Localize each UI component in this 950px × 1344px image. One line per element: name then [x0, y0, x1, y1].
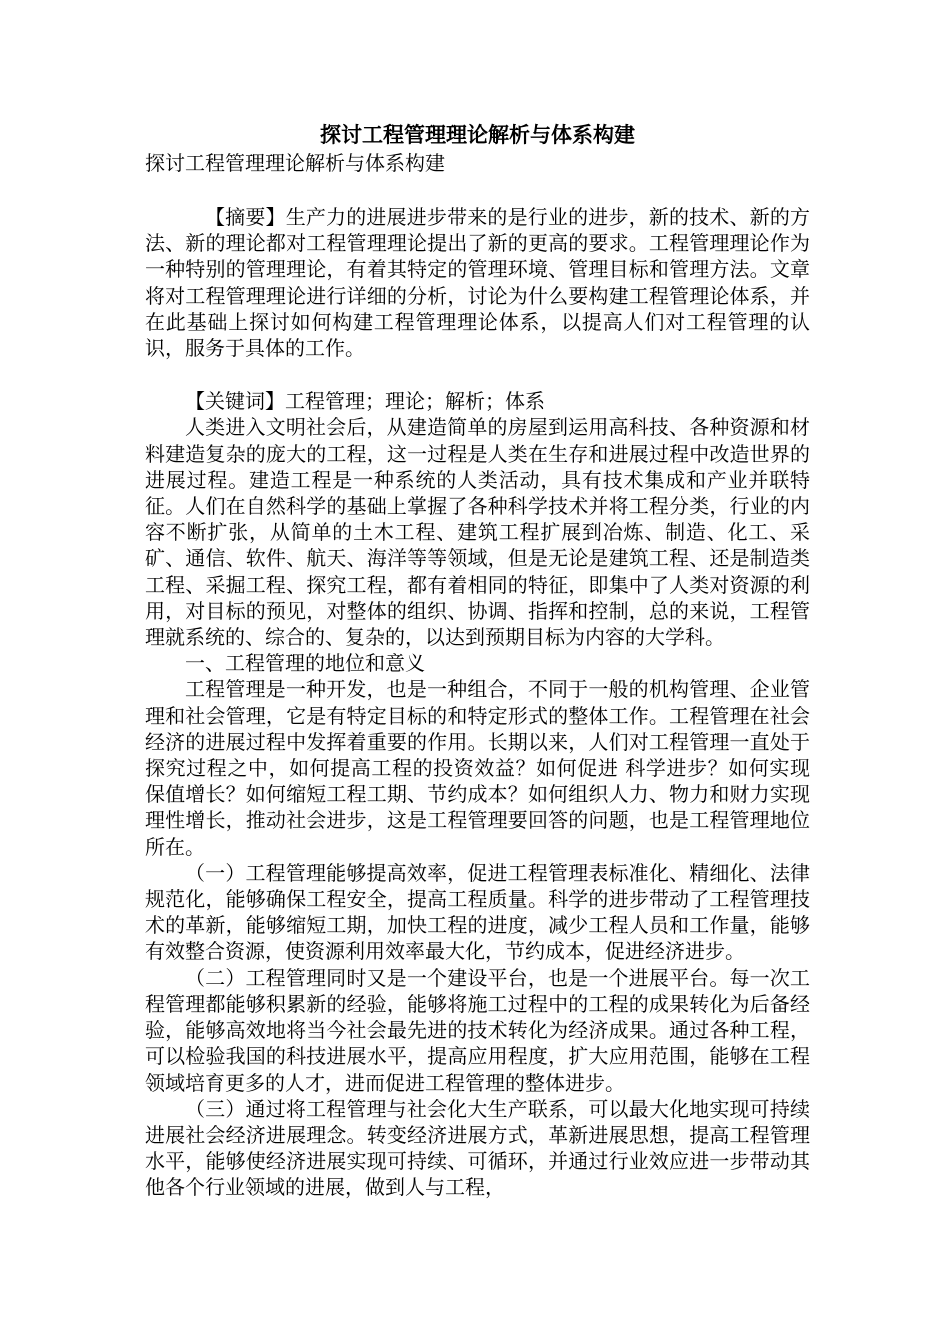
point-paragraph-3: （三）通过将工程管理与社会化大生产联系，可以最大化地实现可持续进展社会经济进展理念。转变经济进展方式，革新进展思想，提高工程管理水平，能够使经济进展实现可持续、可循环，并通过行业效应进一步带动其他各个行业领域的进展，做到人与工程， — [145, 1096, 810, 1200]
abstract-paragraph: 【摘要】生产力的进展进步带来的是行业的进步，新的技术、新的方法、新的理论都对工程管理理论提出了新的更高的要求。工程管理理论作为一种特别的管理理论，有着其特定的管理环境、管理目标和管理方法。文章将对工程管理理论进行详细的分析，讨论为什么要构建工程管理论体系，并在此基础上探讨如何构建工程管理理论体系，以提高人们对工程管理的认识，服务于具体的工作。 — [145, 205, 810, 361]
point-paragraph-2: （二）工程管理同时又是一个建设平台，也是一个进展平台。每一次工程管理都能够积累新的经验，能够将施工过程中的工程的成果转化为后备经验，能够高效地将当今社会最先进的技术转化为经济成果。通过各种工程，可以检验我国的科技进展水平，提高应用程度，扩大应用范围，能够在工程领域培育更多的人才，进而促进工程管理的整体进步。 — [145, 965, 810, 1095]
document-title: 探讨工程管理理论解析与体系构建 — [320, 122, 635, 147]
blank-line — [145, 361, 810, 388]
point-paragraph-1: （一）工程管理能够提高效率，促进工程管理表标准化、精细化、法律规范化，能够确保工程安全，提高工程质量。科学的进步带动了工程管理技术的革新，能够缩短工期，加快工程的进度，减少工程人员和工作量，能够有效整合资源，使资源利用效率最大化，节约成本，促进经济进步。 — [145, 860, 810, 964]
section-paragraph: 工程管理是一种开发，也是一种组合，不同于一般的机构管理、企业管理和社会管理，它是有特定目标的和特定形式的整体工作。工程管理在社会经济的进展过程中发挥着重要的作用。长期以来，人们对工程管理一直处于探究过程之中，如何提高工程的投资效益？如何促进 科学进步？如何实现保值增长？如何缩短工程工期、节约成本？如何组织人力、物力和财力实现理性增长，推动社会进步，这是工程管理要回答的问题，也是工程管理地位所在。 — [145, 677, 810, 859]
document-page — [145, 120, 810, 1201]
intro-paragraph: 人类进入文明社会后，从建造简单的房屋到运用高科技、各种资源和材料建造复杂的庞大的工程，这一过程是人类在生存和进展过程中改造世界的进展过程。建造工程是一种系统的人类活动，具有技术集成和产业并联特征。人们在自然科学的基础上掌握了各种科学技术并将工程分类，行业的内容不断扩张，从简单的土木工程、建筑工程扩展到冶炼、制造、化工、采矿、通信、软件、航天、海洋等等领域，但是无论是建筑工程、还是制造类工程、采掘工程、探究工程，都有着相同的特征，即集中了人类对资源的利用，对目标的预见，对整体的组织、协调、指挥和控制，总的来说，工程管理就系统的、综合的、复杂的，以达到预期目标为内容的大学科。 — [145, 415, 810, 650]
keywords-line: 【关键词】工程管理；理论；解析；体系 — [185, 389, 545, 414]
section-heading: 一、工程管理的地位和意义 — [185, 651, 425, 676]
blank-line — [145, 177, 810, 204]
document-subtitle: 探讨工程管理理论解析与体系构建 — [145, 151, 445, 175]
